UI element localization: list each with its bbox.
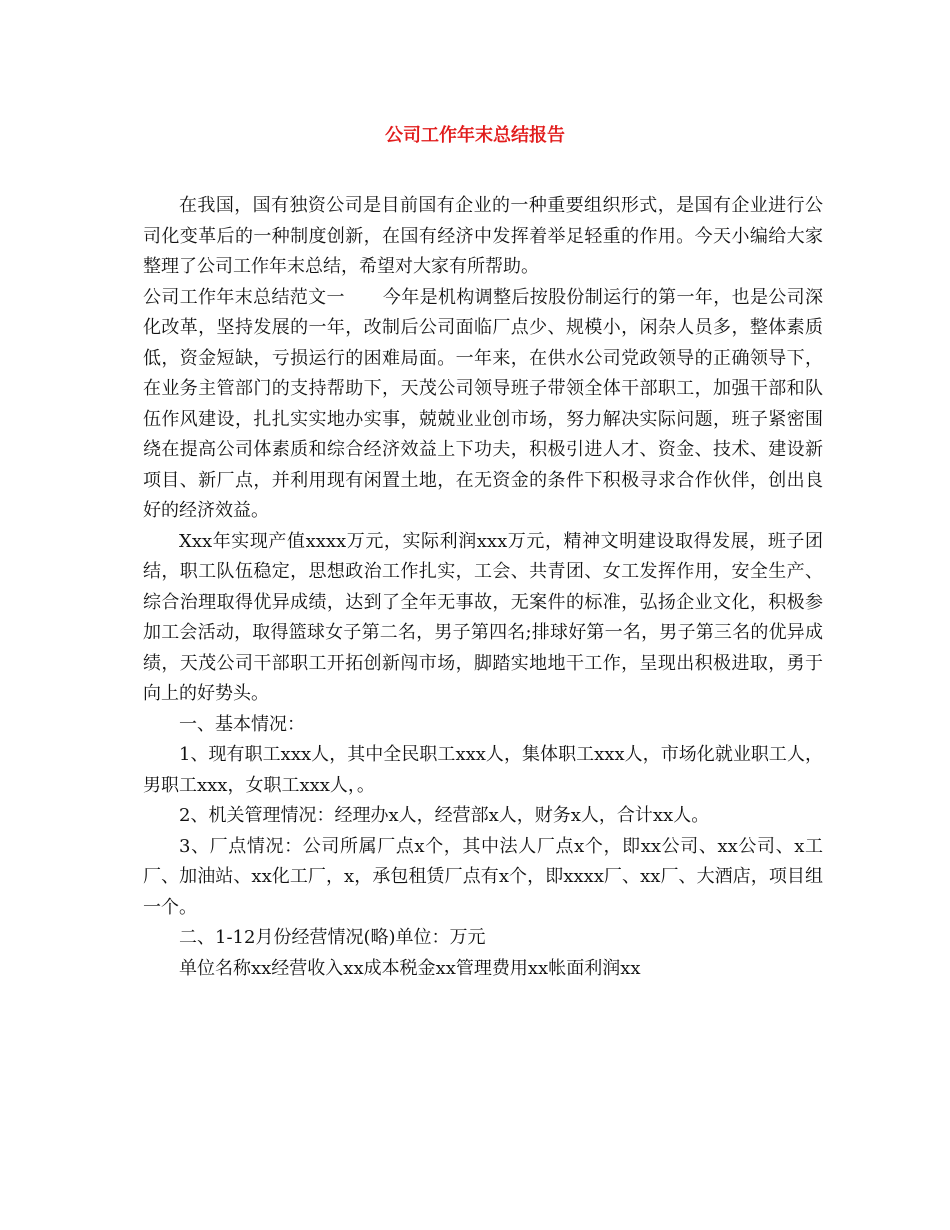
operations-heading: 二、1-12月份经营情况(略)单位：万元 bbox=[179, 927, 486, 948]
results-paragraph: Xxx年实现产值xxxx万元，实际利润xxx万元，精神文明建设取得发展，班子团结，职工队伍稳定，思想政治工作扎实，工会、共青团、女工发挥作用，安全生产、综合治理取得优异成绩，达到了全年无事故，无案件的标准，弘扬企业文化，积极参加工会活动，取得篮球女子第二名，男子第四名;排球好第一名，男子第三名的优异成绩，天茂公司干部职工开拓创新闯市场，脚踏实地地干工作，呈现出积极进取，勇于向上的好势头。 bbox=[143, 530, 823, 704]
section-paragraph bbox=[143, 283, 823, 527]
section-heading: 公司工作年末总结范文一 bbox=[143, 286, 345, 308]
document-body bbox=[143, 191, 823, 984]
management-paragraph: 2、机关管理情况：经理办x人，经营部x人，财务x人，合计xx人。 bbox=[179, 805, 710, 826]
table-header-line: 单位名称xx经营收入xx成本税金xx管理费用xx帐面利润xx bbox=[179, 957, 641, 979]
intro-paragraph: 在我国，国有独资公司是目前国有企业的一种重要组织形式，是国有企业进行公司化变革后的一种制度创新，在国有经济中发挥着举足轻重的作用。今天小编给大家整理了公司工作年末总结，希望对大家有所帮助。 bbox=[143, 195, 823, 277]
staff-paragraph: 1、现有职工xxx人，其中全民职工xxx人，集体职工xxx人，市场化就业职工人，男职工xxx，女职工xxx人，。 bbox=[143, 744, 823, 796]
basic-info-heading: 一、基本情况： bbox=[179, 713, 305, 735]
document-title: 公司工作年末总结报告 bbox=[385, 125, 565, 146]
factory-paragraph: 3、厂点情况：公司所属厂点x个，其中法人厂点x个，即xx公司、xx公司、x工厂、加油站、xx化工厂，x，承包租赁厂点有x个，即xxxx厂、xx厂、大酒店，项目组一个。 bbox=[143, 835, 823, 918]
paragraph-text: 今年是机构调整后按股份制运行的第一年，也是公司深化改革，坚持发展的一年，改制后公司面临厂点少、规模小，闲杂人员多，整体素质低，资金短缺，亏损运行的困难局面。一年来，在供水公司党政领导的正确领导下，在业务主管部门的支持帮助下，天茂公司领导班子带领全体干部职工，加强干部和队伍作风建设，扎扎实实地办实事，兢兢业业创市场，努力解决实际问题，班子紧密围绕在提高公司体素质和综合经济效益上下功夫，积极引进人才、资金、技术、建设新项目、新厂点，并利用现有闲置土地，在无资金的条件下积极寻求合作伙伴，创出良好的经济效益。 bbox=[143, 286, 824, 521]
